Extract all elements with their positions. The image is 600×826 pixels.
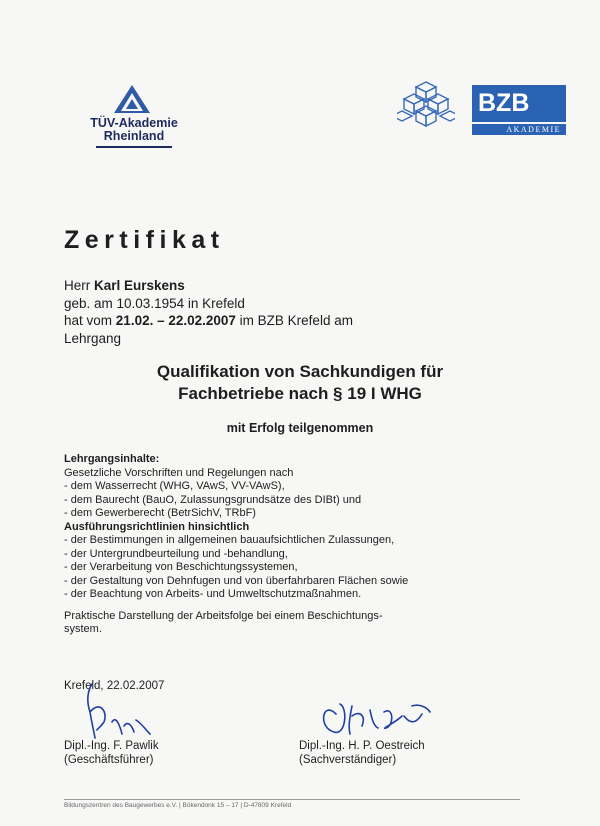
- signature-block-left: [64, 739, 159, 767]
- list-item: - dem Wasserrecht (WHG, VAwS, VV-VAwS),: [64, 480, 285, 492]
- tuv-name-line1: TÜV-Akademie: [90, 116, 178, 130]
- signatory-left-name: Dipl.-Ing. F. Pawlik: [64, 740, 159, 752]
- list-item: - dem Baurecht (BauO, Zulassungsgrundsätze des DIBt) und: [64, 493, 362, 506]
- attended-prefix: hat vom: [64, 313, 113, 328]
- bzb-logo: BZB: [472, 85, 566, 122]
- certificate-title: Zertifikat: [64, 226, 225, 254]
- signatory-left-role: (Geschäftsführer): [64, 754, 154, 766]
- practical-line1: Praktische Darstellung der Arbeitsfolge bei einem Beschichtungs-: [64, 609, 383, 622]
- tuv-name-line2: Rheinland: [103, 129, 165, 143]
- signatory-right-name: Dipl.-Ing. H. P. Oestreich: [299, 740, 425, 752]
- attended-suffix: im BZB Krefeld am: [239, 313, 353, 328]
- place-date: Krefeld, 22.02.2007: [64, 680, 165, 692]
- footer-address: Bildungszentren des Baugewerbes e.V. | Bökendonk 15 – 17 | D-47809 Krefeld: [64, 802, 292, 809]
- list-item: - der Untergrundbeurteilung und -behandlung,: [64, 547, 288, 560]
- course-word: Lehrgang: [64, 330, 122, 346]
- pawlik-signature: [88, 684, 150, 738]
- signatory-right-role: (Sachverständiger): [299, 754, 397, 766]
- recipient-name: Karl Eurskens: [94, 278, 185, 293]
- footer-divider: [64, 799, 520, 800]
- list-item: - der Verarbeitung von Beschichtungssystemen,: [64, 561, 298, 573]
- contents-intro: Gesetzliche Vorschriften und Regelungen nach: [64, 466, 294, 479]
- success-statement: mit Erfolg teilgenommen: [226, 421, 374, 435]
- salutation: Herr: [64, 278, 91, 293]
- oestreich-signature: [324, 704, 430, 734]
- list-item: - der Bestimmungen in allgemeinen bauaufsichtlichen Zulassungen,: [64, 534, 395, 546]
- guidelines-heading: Ausführungsrichtlinien hinsichtlich: [64, 520, 250, 533]
- birth-line: geb. am 10.03.1954 in Krefeld: [64, 295, 245, 311]
- contents-heading: Lehrgangsinhalte:: [64, 453, 160, 465]
- course-title-line2: Fachbetriebe nach § 19 I WHG: [178, 384, 422, 403]
- bzb-akademie-bar: AKADEMIE: [472, 124, 566, 135]
- practical-line2: system.: [64, 623, 102, 635]
- list-item: - der Beachtung von Arbeits- und Umweltschutzmaßnahmen.: [64, 588, 362, 600]
- course-dates: 21.02. – 22.02.2007: [115, 313, 236, 328]
- signature-block-right: [299, 739, 425, 767]
- course-title-line1: Qualifikation von Sachkundigen für: [156, 362, 444, 381]
- list-item: - dem Gewerberecht (BetrSichV, TRbF): [64, 507, 256, 519]
- list-item: - der Gestaltung von Dehnfugen und von überfahrbaren Flächen sowie: [64, 574, 409, 587]
